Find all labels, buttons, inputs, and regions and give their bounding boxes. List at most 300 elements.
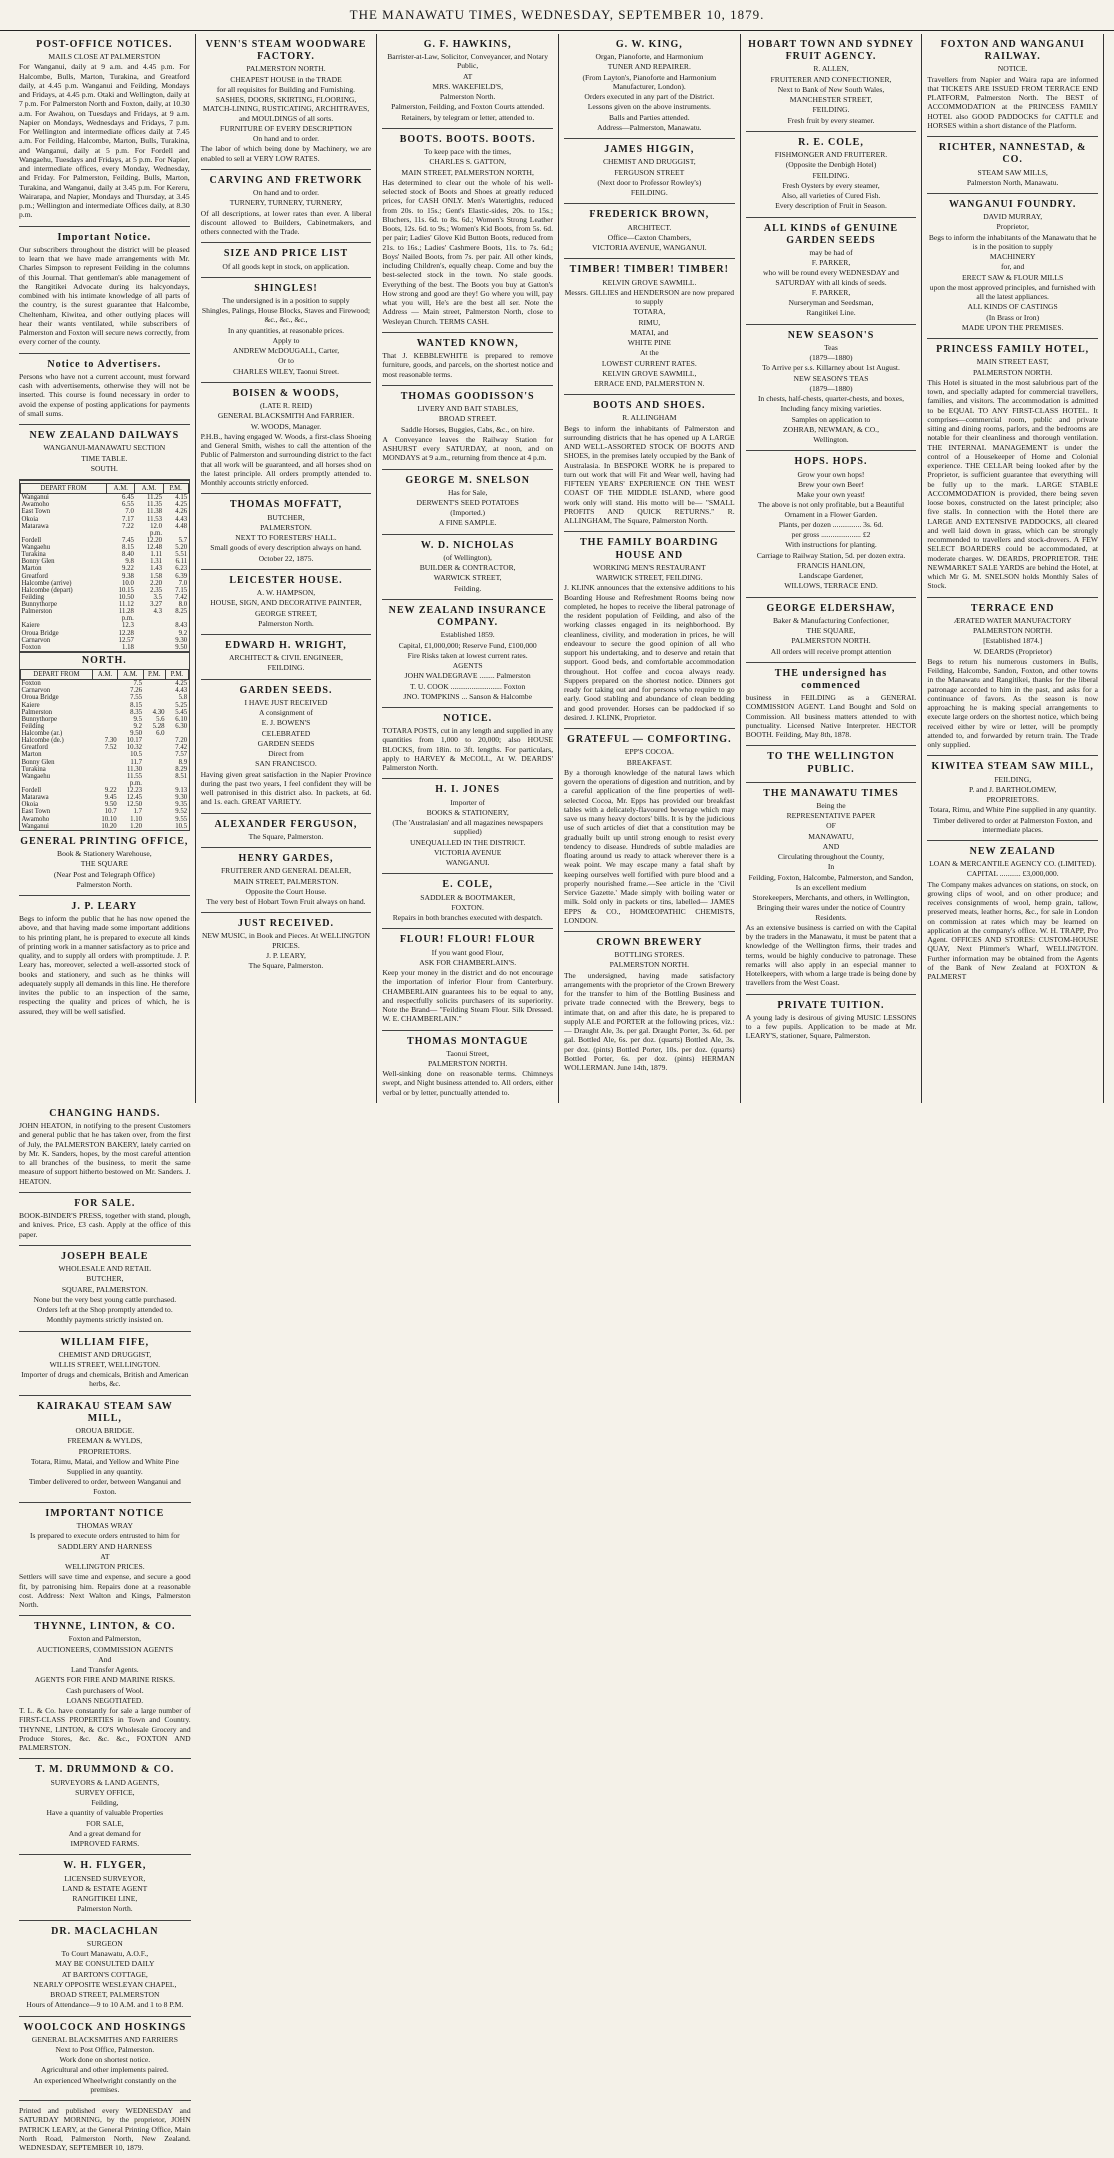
ad-line: Is an excellent medium [795,882,867,892]
departure-time: 7.57 [175,751,188,759]
ad-line: PROPRIETORS. [78,1446,132,1456]
advertisement [201,680,372,814]
advertisement [19,1921,191,2017]
ad-line: T. U. COOK ........................... Foxton [410,681,526,691]
departure-time: 8.51 [175,772,188,780]
ad-line: SAN FRANCISCO. [255,759,317,769]
ad-heading: FREDERICK BROWN, [589,209,710,221]
timetable-row [21,816,189,823]
departure-time: 11.53 [146,515,163,523]
ad-heading: KAIRAKAU STEAM SAW MILL, [36,1400,173,1424]
departure-time: 10.32 [126,744,142,752]
ad-body: Our subscribers throughout the district will be pleased to learn that we have made arrangements with Mr. Charles Simpson to represent Feilding in the columns of this Journal. That gentleman's able management of the Rangitikei Advocate during its halcyondays, combined with his intimate knowledge of all parts of the country, is the surest guarantee that Halcombe, Cheltenham, Kiwitea, and other outlying places will hear their wants ventilated, while subscribers of Palmerston and Foxton will secure news correctly, from every corner of the county. [19,244,190,347]
departure-time: 7.26 [130,687,142,695]
departure-time: 10.15 [118,586,134,594]
ad-line: At the [639,348,659,358]
ad-line: Importer of drugs and chemicals, British and American herbs, &c. [21,1370,189,1389]
departure-time: p.m. [149,529,163,537]
departure-time: 10.20 [101,822,117,830]
ad-line: NEW MUSIC, in Book and Pieces. At WELLINGTON PRICES. [201,931,371,950]
ad-line: NEARLY OPPOSITE WESLEYAN CHAPEL, [33,1979,177,1989]
ad-line: MAIN STREET, PALMERSTON NORTH, [401,167,534,177]
ad-line: Baker & Manufacturing Confectioner, [772,615,890,625]
ad-line: (1879—1880) [809,353,853,363]
ad-line: SASHES, DOORS, SKIRTING, FLOORING, MATCH-LINING, RUSTICATING, ARCHITRAVES, and MOULDINGS of all sorts. [202,95,370,123]
ad-line: FEILDING. [267,663,305,673]
ad-heading: LEICESTER HOUSE. [229,574,343,586]
ad-line: Office—Caxton Chambers, [607,232,692,242]
departure-time: 11.7 [130,758,142,766]
ad-line: WHOLESALE AND RETAIL [58,1264,152,1273]
ad-heading: BOOTS AND SHOES. [593,400,706,412]
ad-line: Small goods of every description always on hand. [210,543,362,553]
ad-heading: SHINGLES! [254,282,318,294]
ad-line: ALL KINDS OF CASTINGS [967,302,1058,312]
ad-line: Feilding. [454,583,482,593]
departure-time: 5.20 [175,544,188,551]
departure-time: 12.50 [126,801,142,809]
ad-heading: CROWN BREWERY [596,937,703,948]
ad-heading: Important Notice. [57,231,152,243]
ad-heading: THOMAS MOFFATT, [229,499,343,511]
station-name: Awamoho [21,815,50,823]
ad-line: PALMERSTON NORTH. [973,626,1053,636]
advertisement [746,995,917,1047]
ad-heading: ALL KINDS of GENUINE GARDEN SEEDS [763,222,899,246]
departure-time: 8.29 [175,765,188,773]
ad-line: BROAD STREET. [438,414,497,424]
departure-time: 7.17 [121,515,134,523]
ad-line: Monthly payments strictly insisted on. [46,1315,164,1325]
departure-time [143,780,166,787]
ad-line: ERRACE END, PALMERSTON N. [594,379,705,388]
ad-line: Feilding, Foxton, Halcombe, Palmerston, and Sandon, [748,872,914,882]
departure-time: 12.0 [150,522,163,530]
departure-time: 7.55 [130,694,142,702]
ad-heading: FOR SALE. [74,1197,136,1209]
ad-heading: J. P. LEARY [71,901,138,912]
ad-heading: GEORGE M. SNELSON [405,474,530,486]
departure-time [135,644,163,651]
station-name: Matarawa [21,794,49,802]
ad-line: Being the [816,800,846,810]
ad-line: Supplied in any quantity. [66,1467,143,1477]
ad-line: (Imported.) [450,508,486,518]
ad-body: P.H.B., having engaged W. Woods, a first-class Shoeing and General Smith, wishes to call the attention of the Public of Palmerston and surrounding district to the fact that all work will be guaranteed, and all horses shod on the latest principle. All orders promptly attended to. Monthly accounts strictly enforced. [200,431,372,488]
ad-line: FRANCIS HANLON, [797,560,865,570]
ad-line: SURGEON [86,1938,123,1948]
ad-line: FOXTON. [451,902,484,912]
departure-time [92,780,117,787]
ad-line: OROUA BRIDGE. [75,1426,135,1436]
departure-time: 12.28 [118,629,134,637]
ad-body: J. KLINK announces that the extensive additions to his Boarding House and Refreshment Rooms being now completed, he hopes to receive the liberal patronage of the resident population of Feilding, and also of the working classes engaged in its neighborhood. By cleanliness, civility, and moderation in prices, he will endeavour to secure the good opinion of all who support his undertaking, and to deserve and retain that support. Good beds, and comfortable accommodation throughout. Hot coffee and cocoa always ready. Suppers prepared on the shortest notice. Dinners got ready for taking out and for persons who require to go early. Good stabling and abundance of clean bedding and good provender. Horses can be paddocked if so desired. J. KLINK, Proprietor. [564,583,735,722]
ad-line: Feilding, [91,1798,119,1808]
departure-time [92,716,117,723]
timetable-row [21,709,189,716]
ad-line: BROAD STREET, PALMERSTON [50,1990,160,1999]
station-name: Palmerston [21,608,53,616]
ad-line: FOR SALE, [86,1818,124,1828]
timetable-row [21,622,189,629]
departure-time [135,615,163,622]
station-name: Carnarvon [21,636,51,644]
station-name: Bonny Glen [21,558,55,566]
timetable-row [21,694,189,701]
departure-time: 9.8 [125,558,134,566]
ad-line: A FINE SAMPLE. [438,518,497,528]
ad-line: LICENSED SURVEYOR, [64,1873,146,1883]
ad-line: AUCTIONEERS, COMMISSION AGENTS [36,1644,174,1654]
departure-time: 5.8 [178,694,188,702]
departure-time [92,694,117,701]
ad-line: To Arrive per s.s. Killarney about 1st August. [762,363,900,373]
station-name: Carnarvon [21,687,51,695]
departure-time [135,630,163,637]
ad-line: A consignment of [258,708,313,718]
ad-line: Samples on application to [791,414,871,424]
ad-line: who will be round every WEDNESDAY and SATURDAY with all kinds of seeds. [763,268,899,287]
departure-time [143,801,166,808]
ad-line: ERECT SAW & FLOUR MILLS [962,272,1064,282]
advertisement [564,395,735,532]
ad-line: None but the very best young cattle purchased. [33,1294,177,1304]
departure-time: 9.30 [175,794,188,802]
ad-heading: WANGANUI FOUNDRY. [948,199,1077,210]
station-name: Greatford [21,744,48,752]
station-name: Fordell [21,536,42,544]
ad-heading: FLOUR! FLOUR! FLOUR [399,934,536,946]
departure-time: 10.5 [130,751,142,759]
ad-heading: R. E. COLE, [798,136,864,148]
advertisement [382,929,553,1030]
departure-time: 9.5 [133,715,142,723]
advertisement [201,383,372,494]
departure-time: 6.39 [175,572,188,580]
timetable-row [21,801,189,808]
ad-line: DERWENT'S SEED POTATOES [416,497,519,507]
departure-time [163,530,188,537]
advertisement [564,259,735,395]
ad-line: WILLIS STREET, WELLINGTON. [49,1359,161,1369]
departure-time: 4.26 [175,508,188,516]
ad-body: Settlers will save time and expense, and secure a good fit, by patronising him. Repairs done at a reasonable cost. Address: Next Walton and Kings, Palmerston North. [19,1572,191,1609]
ad-line: FEILDING. [630,188,668,198]
departure-time: 3.27 [150,601,163,608]
station-name: Matarawa [21,522,49,530]
departure-time [107,530,135,537]
ad-line: per gross ..................... £2 [791,530,871,540]
advertisement [927,841,1098,987]
departure-time [143,808,166,815]
departure-time: 4.15 [175,494,188,502]
ad-heading: GENERAL PRINTING OFFICE, [20,835,189,847]
ad-heading: CHANGING HANDS. [49,1107,161,1119]
departure-time: 11.25 [146,494,163,502]
departure-time: 9.50 [104,801,117,809]
ad-heading: JAMES HIGGIN, [604,144,695,156]
ad-line: Plants, per dozen ............... 3s. 6d. [778,519,884,529]
advertisement [19,1193,191,1246]
timetable-row [21,501,189,508]
advertisement [382,333,553,386]
advertisement [746,218,917,325]
advertisement [927,34,1098,137]
departure-time [92,723,117,730]
departure-time [92,709,117,716]
ad-line: Fresh fruit by every steamer. [787,115,875,125]
timetable-row [21,644,189,651]
ad-line: NOTICE. [997,64,1028,74]
departure-time: 12.57 [118,636,134,644]
departure-time: 11.55 [126,772,142,780]
advertisement [201,913,372,976]
advertisement [201,635,372,680]
station-name: Halcombe (ar.) [21,730,63,738]
ad-body: The Company makes advances on stations, on stock, on growing clips of wool, and on other produce; and receives consignments of wool, hemp grain, tallow, preserved meats, leather horns, &c., for sale in London on commission at rates which may be learned on application at the company's office. W. H. TRAPP, Pro Agent. OFFICES AND STORES: CUSTOM-HOUSE QUAY, Next Plimmer's Wharf, WELLINGTON. Further information may be obtained from the Agents of the Bank of New Zealand at FOXTON & PALMERST [927,879,1098,982]
departure-time: 6.10 [175,715,188,723]
ad-line: EPP'S COCOA. [624,747,674,757]
ad-heading: FOXTON AND WANGANUI RAILWAY. [940,39,1085,63]
advertisement [927,194,1098,339]
station-name: Wanganui [21,494,49,502]
ad-line: Including fancy mixing varieties. [780,404,882,414]
ad-line: CHARLES WILEY, Taonui Street. [232,366,339,376]
ad-heading: JOSEPH BEALE [61,1250,149,1262]
ad-line: FEILDING. [812,170,850,180]
ad-line: (1879—1880) [809,383,853,393]
column-6 [922,34,1104,1103]
ad-line: AGENTS FOR FIRE AND MARINE RISKS. [34,1675,175,1685]
ad-line: AND [822,841,840,851]
departure-time: 5.51 [175,551,188,559]
advertisement [927,339,1098,597]
ad-line: FISHMONGER AND FRUITERER. [774,150,888,160]
departure-time: 7.52 [104,744,117,752]
departure-time [143,823,166,830]
ad-line: MATAI, and [630,327,669,337]
station-name: Palmerston [21,708,53,716]
ad-line: upon the most approved principles, and furnished with all the latest appliances. [929,282,1096,302]
timetable-row [21,587,189,594]
timetable-row [21,630,189,637]
departure-time: 9.50 [175,643,188,651]
ad-line: Land Transfer Agents. [70,1665,139,1675]
departure-time: 9.55 [175,815,188,823]
station-name: Foxton [21,680,41,688]
ad-body: Well-sinking done on reasonable terms. Chimneys swept, and Night business attended to. All orders, either verbal or by letter, punctually attended to. [382,1069,553,1097]
ad-line: W. WOODS, Manager. [250,421,322,431]
ad-heading: GARDEN SEEDS. [239,684,333,696]
ad-body: Of all descriptions, at lower rates than ever. A liberal discount allowed to Builders, Cabinetmakers, and others connected with the Trade. [200,208,372,237]
ad-body: Begs to inform the inhabitants of Palmerston and surrounding districts that he has opened up A LARGE AND WELL-ASSORTED STOCK OF BOOTS AND SHOES, in the premises lately occupied by the Bank of Australasia. In BESPOKE WORK he is prepared to turn out work that will Fit and Wear well, having had FIFTEEN YEARS' EXPERIENCE ON THE WEST COAST OF THE MIDDLE ISLAND, where good work only will stand. His motto will be— "SMALL PROFITS AND QUICK RETURNS." R. ALLINGHAM, The Square, Palmerston North. [564,423,735,526]
ad-line: SADDLERY AND HARNESS [57,1541,152,1551]
ad-line: Circulating throughout the County, [777,852,885,862]
column-1 [14,34,196,1103]
ad-line: FERGUSON STREET [614,167,685,177]
departure-time: 8.9 [178,758,188,766]
advertisement [746,783,917,995]
station-name: Halcombe (arrive) [21,579,72,587]
ad-heading: HOBART TOWN AND SYDNEY FRUIT AGENCY. [748,39,914,63]
timetable-header: DEPART FROM [21,484,107,494]
departure-time [92,687,117,694]
departure-time: 11.28 [118,608,134,616]
departure-time: 9.2 [133,722,142,730]
departure-time: 3.5 [153,593,163,601]
advertisement [382,600,553,708]
departure-time: 6.55 [121,501,134,509]
departure-time: 10.17 [126,737,142,745]
ad-line: J. P. LEARY, [266,950,306,960]
ad-line: WELLINGTON PRICES. [65,1562,145,1571]
station-name: Kaiere [21,622,40,630]
advertisement [19,1103,191,1193]
column-4 [559,34,741,1103]
timetable-header: A.M. [118,670,143,680]
departure-time: 10.50 [118,593,134,601]
ad-line: for all requisites for Building and Furnishing. [216,84,356,94]
ad-heading: THE FAMILY BOARDING HOUSE AND [580,537,719,561]
timetable-header: DEPART FROM [21,670,93,680]
ad-line: LIVERY AND BAIT STABLES, [417,404,518,413]
departure-time: 9.13 [175,787,188,795]
departure-time [143,694,166,701]
departure-time: 8.15 [130,701,142,709]
ad-line: BOOKS & STATIONERY, [426,807,509,817]
departure-time [143,773,166,780]
advertisement [564,532,735,729]
ad-line: VICTORIA AVENUE, WANGANUI. [591,243,707,253]
ad-line: Begs to inform the inhabitants of the Manawatu that he is in the position to supply [928,232,1097,251]
station-name: Greatford [21,572,48,580]
ad-line: BOTTLING STORES. [614,950,685,960]
ad-line: Saddle Horses, Buggies, Cabs, &c., on hire. [401,424,535,434]
ad-line: BUILDER & CONTRACTOR, [419,563,516,573]
ad-line: WHITE PINE [627,338,671,347]
departure-time: 9.22 [121,565,134,573]
ad-line: A. W. HAMPSON, [256,588,316,597]
departure-time: 7.5 [133,680,142,688]
departure-time: 4.43 [175,515,188,523]
timetable-header: A.M. [107,484,135,494]
ad-line: RIMU, [638,317,661,327]
timetable-north [19,652,190,831]
ad-line: R. ALLINGHAM [622,413,677,423]
departure-time: 5.25 [175,701,188,709]
ad-line: The very best of Hobart Town Fruit always on hand. [206,897,366,906]
ad-line: UNEQUALLED IN THE DISTRICT. [410,837,526,847]
ad-line: Timber delivered to order at Palmerston Foxton, and intermediate places. [932,815,1093,834]
station-name: Awamoho [21,501,50,509]
ad-line: Fire Risks taken at lowest current rates. [407,650,528,660]
ad-heading: PRIVATE TUITION. [777,999,885,1011]
departure-time: 4.25 [175,501,188,509]
station-name: Oroua Bridge [21,629,59,637]
departure-time: 4.25 [175,680,188,688]
ad-line: WANGANUI-MANAWATU SECTION [43,443,166,453]
timetable-row [21,773,189,780]
ad-line: DAVID MURRAY, [983,212,1043,222]
ad-heading: PRINCESS FAMILY HOTEL, [936,344,1090,356]
ad-line: In [827,862,835,872]
station-name: Bunnythorpe [21,715,57,723]
ad-body: This Hotel is situated in the most salubrious part of the town, and specially adapted for commercial travellers, families, and visitors. The accommodation is admitted to be EQUAL TO ANY FIRST-CLASS HOTEL. It comprises—commercial room, public and private sitting and dining rooms, parlors, and the bedrooms are notable for their cleanliness and thorough ventilation. THE INTERNAL MANAGEMENT is under the control of a Housekeeper of Home and Colonial experience. THE CELLAR being looked after by the Proprietor, is sufficient guarantee that everything will be fully up to the mark. LARGE STABLE ACCOMMODATION is provided, there being seven loose boxes, constructed on the latest principle; also five stalls. In connection with the Hotel there are LARGE AND EXTENSIVE PADDOCKS, all cleared and well laid down in grass, which can be strongly recommended to travellers and stock-drovers. A FEW SELECT BOARDERS could be accommodated, at moderate charges. W. DEARDS, PROPRIETOR. THE NEWMARKET SALE YARDS are behind the Hotel, at which Mr G. M. SNELSON holds Monthly Sales of Stock. [927,377,1098,591]
station-name: Bunnythorpe [21,601,57,608]
ad-line: ÆRATED WATER MANUFACTORY [953,615,1072,625]
ad-line: KELVIN GROVE SAWMILL, [602,368,697,378]
ad-heading: WANTED KNOWN, [416,337,519,349]
station-name: Wangaehu [21,544,51,551]
advertisement [564,34,735,139]
station-name: Halcombe (de.) [21,737,64,745]
ad-heading: NEW ZEALAND [969,846,1056,857]
departure-time: 11.30 [126,765,142,773]
masthead: THE MANAWATU TIMES, WEDNESDAY, SEPTEMBER 10, 1879. [0,0,1114,31]
departure-time: 1.43 [150,565,163,573]
ad-line: October 22, 1875. [258,553,314,563]
advertisement [19,1759,191,1855]
ad-heading: GRATEFUL — COMFORTING. [567,734,732,746]
departure-time [143,787,166,794]
timetable-south [19,480,190,652]
ad-line: (Near Post and Telegraph Office) [53,869,155,879]
ad-heading: THE MANAWATU TIMES [763,787,899,799]
ad-heading: WOOLCOCK AND HOSKINGS [23,2021,187,2033]
ad-heading: WILLIAM FIFE, [60,1336,150,1348]
departure-time: 10.5 [175,822,188,830]
timetable-row [21,551,189,558]
ad-line: IMPROVED FARMS. [70,1839,140,1849]
departure-time: 9.52 [175,808,188,816]
advertisement [746,746,917,782]
ad-line: Fresh Oysters by every steamer, [782,180,880,190]
station-name: Halcombe (depart) [21,586,73,594]
advertisement [201,848,372,913]
ad-line: NEXT TO FORESTERS' HALL. [235,533,337,543]
ad-body: By a thorough knowledge of the natural laws which govern the operations of digestion and nutrition, and by a careful application of the fine properties of well-selected Cocoa, Mr. Epps has provided our breakfast tables with a delicately-flavoured beverage which may save us many heavy doctors' bills. It is by the judicious use of such articles of diet that a constitution may be gradually built up until strong enough to resist every tendency to disease. Hundreds of subtle maladies are floating around us ready to attack wherever there is a weak point. We may escape many a fatal shaft by keeping ourselves well fortified with pure blood and a properly nourished frame.—See article in the 'Civil Service Gazette.' Made simply with boiling water or milk. Sold only in packets or tins, labelled— JAMES EPPS & CO., HOMŒOPATHIC CHEMISTS, LONDON. [564,767,735,925]
ad-line: Foxton and Palmerston, [68,1634,141,1644]
ad-line: All orders will receive prompt attention [770,646,892,656]
ad-line: MANAWATU, [808,831,854,841]
departure-time: 1.20 [130,822,142,830]
ad-line: (Next door to Professor Rowley's) [597,177,702,187]
ad-heading: THE undersigned has commenced [774,667,888,691]
ad-line: Palmerston North. [76,879,133,889]
departure-time: 7.45 [121,536,134,544]
timetable-header: P.M. [163,484,188,494]
timetable-row [21,494,189,502]
advertisement [746,325,917,452]
ad-line: PALMERSTON NORTH. [428,1058,508,1068]
ad-line: And a great demand for [68,1828,141,1838]
ad-line: MADE UPON THE PREMISES. [961,322,1064,332]
ad-heading: TERRACE END [970,602,1055,614]
station-name: Kaiere [21,701,40,709]
advertisement [382,34,553,129]
ad-line: PALMERSTON. [260,522,312,532]
ad-line: MAIN STREET EAST, [976,357,1049,367]
departure-time: 9.2 [178,629,188,637]
ad-line: On hand and to order. [252,188,319,198]
timetable-row [21,530,189,537]
departure-time: 7.20 [175,737,188,745]
timetable-row [21,794,189,801]
ad-line: TOTARA, [633,307,666,317]
advertisement [927,756,1098,841]
ad-line: ARCHITECT. [627,222,672,232]
timetable-header: P.M. [143,670,166,680]
